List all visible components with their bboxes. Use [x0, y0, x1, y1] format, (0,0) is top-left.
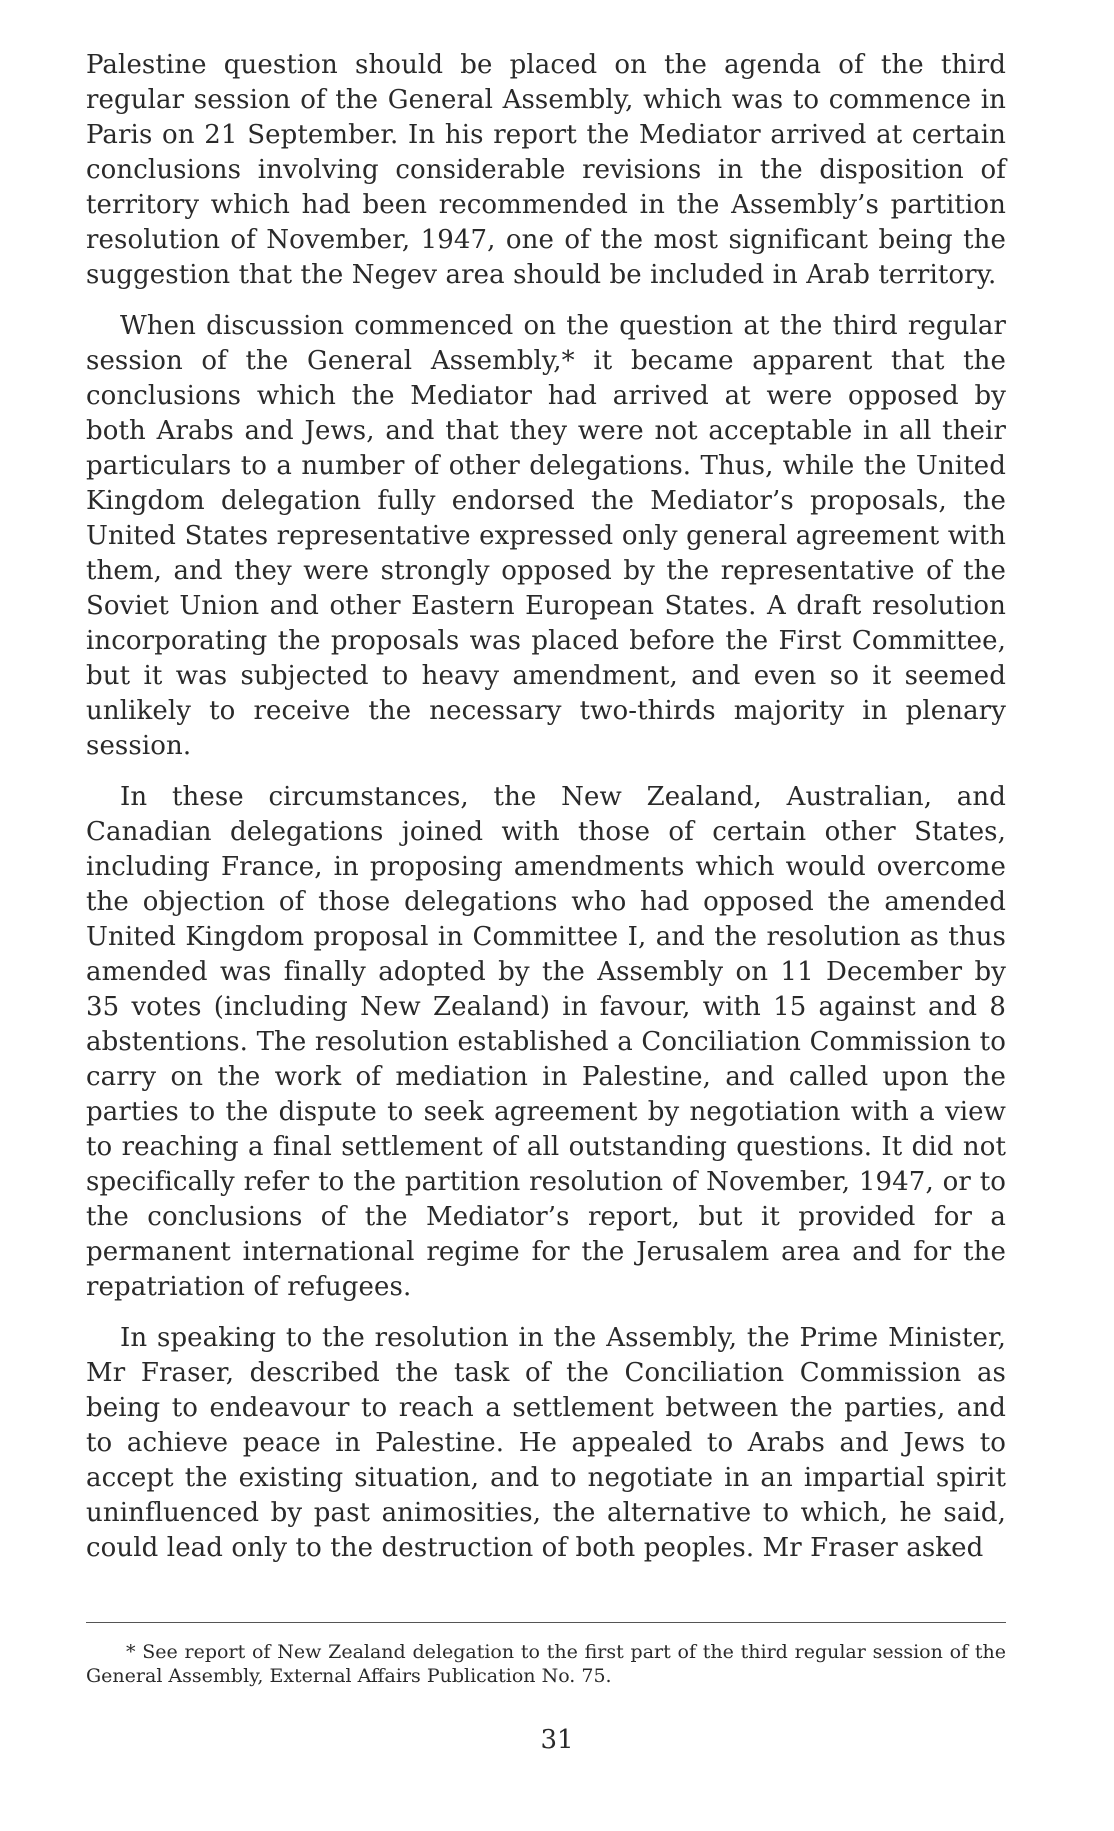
footnote-divider: [86, 1622, 1006, 1623]
paragraph-3: In these circumstances, the New Zealand, Australian, and Canadian delegations joined with those of certain other States, including France, in proposing amendments which would overcome the objection of those delegations who had opposed the amended United Kingdom proposal in Committee I, and the resolution as thus amended was finally adopted by the Assembly on 11 December by 35 votes (including New Zealand) in favour, with 15 against and 8 abstentions. The resolution established a Conciliation Commission to carry on the work of mediation in Palestine, and called upon the parties to the dispute to seek agreement by negotiation with a view to reaching a final settlement of all outstanding questions. It did not specifically refer to the partition resolution of November, 1947, or to the conclusions of the Mediator’s report, but it provided for a permanent international regime for the Jerusalem area and for the repatriation of refugees.: [86, 782, 1006, 1302]
paragraph-4: In speaking to the resolution in the Assembly, the Prime Minister, Mr Fraser, described the task of the Conciliation Commission as being to endeavour to reach a settlement between the parties, and to achieve peace in Palestine. He appealed to Arabs and Jews to accept the existing situation, and to negotiate in an impartial spirit uninfluenced by past animosities, the alternative to which, he said, could lead only to the destruction of both peoples. Mr Fraser asked: [86, 1323, 1006, 1563]
paragraph-1: Palestine question should be placed on the agenda of the third regular session of the General Assembly, which was to commence in Paris on 21 September. In his report the Mediator arrived at certain conclusions involving considerable revisions in the disposition of territory which had been recommended in the Assembly’s partition resolution of November, 1947, one of the most significant being the suggestion that the Negev area should be included in Arab territory.: [86, 50, 1006, 290]
page-number: 31: [540, 1725, 574, 1755]
page-body: [86, 48, 1006, 1582]
footnote: * See report of New Zealand delegation to the first part of the third regular session of the General Assembly, External Affairs Publication No. 75.: [86, 1641, 1006, 1687]
paragraph-2: When discussion commenced on the question at the third regular session of the General Assembly,* it became apparent that the conclusions which the Mediator had arrived at were opposed by both Arabs and Jews, and that they were not acceptable in all their particulars to a number of other delegations. Thus, while the United Kingdom delegation fully endorsed the Mediator’s proposals, the United States representative expressed only general agreement with them, and they were strongly opposed by the representative of the Soviet Union and other Eastern European States. A draft resolution incorporating the proposals was placed before the First Committee, but it was subjected to heavy amendment, and even so it seemed unlikely to receive the necessary two-thirds majority in plenary session.: [86, 311, 1006, 761]
